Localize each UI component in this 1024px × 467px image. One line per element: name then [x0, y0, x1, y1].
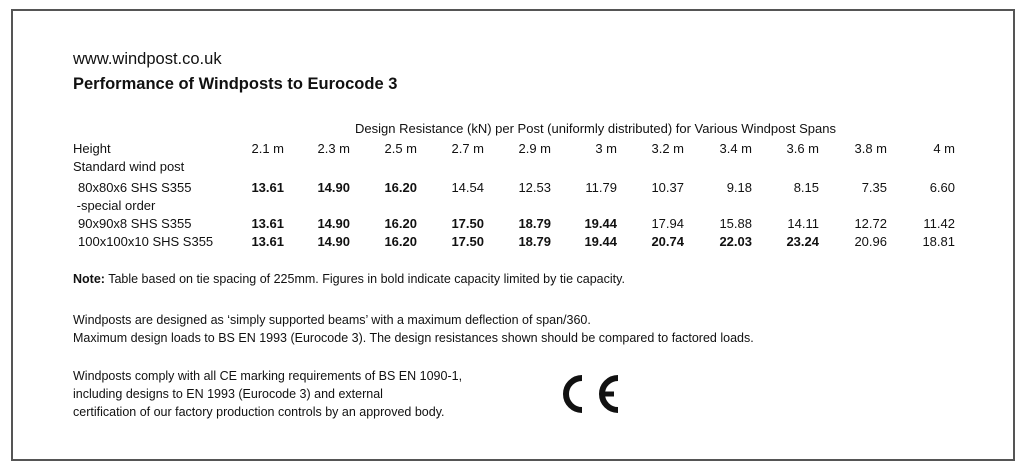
column-header: 2.5 m [384, 141, 417, 156]
column-header: 2.1 m [251, 141, 284, 156]
table-cell: 17.50 [451, 234, 484, 249]
column-header: 3.8 m [854, 141, 887, 156]
table-cell: 7.35 [861, 180, 887, 195]
table-cell: 12.72 [854, 216, 887, 231]
column-header: 2.9 m [518, 141, 551, 156]
note-text: Table based on tie spacing of 225mm. Figures in bold indicate capacity limited by tie capacity. [104, 272, 625, 286]
row-label: 90x90x8 SHS S355 [78, 216, 192, 231]
table-cell: 20.74 [651, 234, 684, 249]
table-note [73, 272, 625, 286]
height-header: Height [73, 141, 111, 156]
column-header: 2.3 m [317, 141, 350, 156]
table-cell: 16.20 [384, 216, 417, 231]
table-cell: 11.42 [923, 216, 955, 231]
ce-paragraph-line: Windposts comply with all CE marking requirements of BS EN 1090-1, [73, 369, 463, 383]
table-cell: 13.61 [251, 216, 284, 231]
table-cell: 8.15 [793, 180, 819, 195]
column-header: 3.4 m [719, 141, 752, 156]
table-cell: 9.18 [726, 180, 752, 195]
table-cell: 18.79 [518, 234, 551, 249]
column-header: 3.6 m [786, 141, 819, 156]
row-label: 80x80x6 SHS S355 [78, 180, 192, 195]
table-cell: 10.37 [651, 180, 684, 195]
ce-mark-icon [556, 372, 626, 416]
table-cell: 16.20 [384, 180, 417, 195]
ce-paragraph-line: including designs to EN 1993 (Eurocode 3) and external [73, 387, 383, 401]
group-label-special: -special order [73, 198, 156, 213]
table-cell: 18.79 [518, 216, 551, 231]
table-cell: 20.96 [854, 234, 887, 249]
table-cell: 17.94 [651, 216, 684, 231]
column-header: 4 m [933, 141, 955, 156]
table-caption: Design Resistance (kN) per Post (uniformly distributed) for Various Windpost Spans [355, 121, 836, 136]
column-header: 3 m [595, 141, 617, 156]
table-cell: 17.50 [451, 216, 484, 231]
table-cell: 19.44 [584, 216, 617, 231]
table-cell: 11.79 [585, 180, 617, 195]
table-cell: 12.53 [518, 180, 551, 195]
table-cell: 18.81 [922, 234, 955, 249]
design-paragraph-line: Maximum design loads to BS EN 1993 (Eurocode 3). The design resistances shown should be compared to factored loads. [73, 331, 754, 345]
table-cell: 14.54 [451, 180, 484, 195]
ce-paragraph-line: certification of our factory production controls by an approved body. [73, 405, 445, 419]
table-cell: 13.61 [251, 180, 284, 195]
table-cell: 14.90 [317, 216, 350, 231]
website-url: www.windpost.co.uk [73, 50, 222, 68]
table-cell: 6.60 [929, 180, 955, 195]
column-header: 3.2 m [651, 141, 684, 156]
table-cell: 14.90 [317, 180, 350, 195]
note-label: Note: [73, 272, 105, 286]
table-cell: 13.61 [251, 234, 284, 249]
group-label-standard: Standard wind post [73, 159, 185, 174]
design-paragraph-line: Windposts are designed as ‘simply supported beams’ with a maximum deflection of span/360. [73, 313, 591, 327]
column-header: 2.7 m [451, 141, 484, 156]
table-cell: 19.44 [584, 234, 617, 249]
table-cell: 14.90 [317, 234, 350, 249]
table-cell: 15.88 [719, 216, 752, 231]
page-title: Performance of Windposts to Eurocode 3 [73, 75, 398, 93]
table-cell: 22.03 [719, 234, 752, 249]
table-cell: 23.24 [786, 234, 819, 249]
table-cell: 16.20 [384, 234, 417, 249]
table-cell: 14.11 [787, 216, 819, 231]
row-label: 100x100x10 SHS S355 [78, 234, 214, 249]
